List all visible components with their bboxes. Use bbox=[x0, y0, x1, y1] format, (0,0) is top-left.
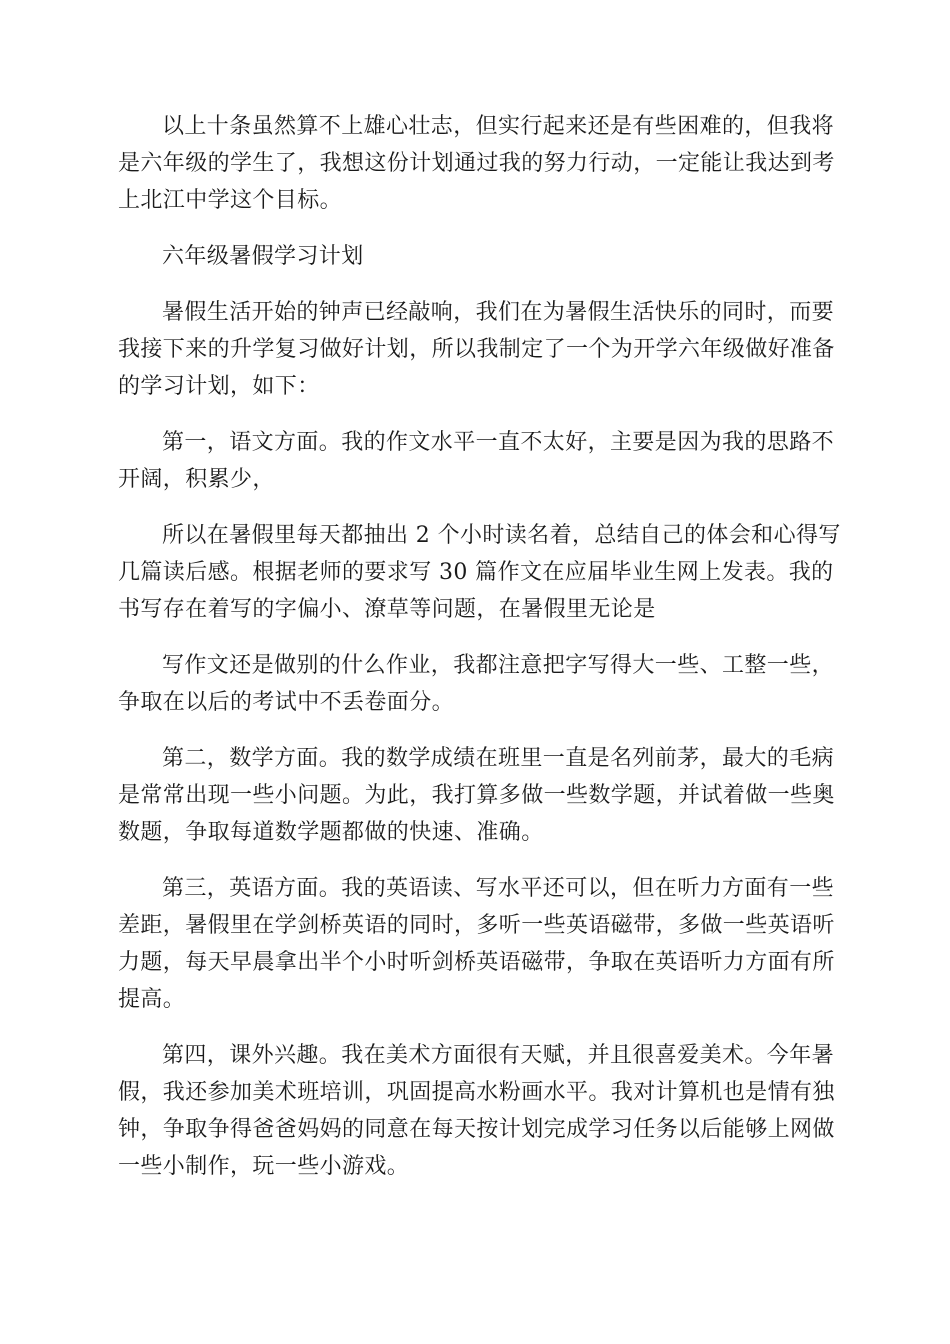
text-line: 力题，每天早晨拿出半个小时听剑桥英语磁带，争取在英语听力方面有所 bbox=[118, 950, 835, 975]
paragraph-math bbox=[118, 740, 835, 851]
text-line: 是六年级的学生了，我想这份计划通过我的努力行动，一定能让我达到考 bbox=[118, 151, 835, 176]
text-line: 上北江中学这个目标。 bbox=[118, 188, 343, 213]
text-line: 写作文还是做别的什么作业，我都注意把字写得大一些、工整一些， bbox=[162, 653, 835, 678]
paragraph-conclusion bbox=[118, 108, 835, 219]
paragraph-chinese bbox=[118, 424, 835, 498]
text-line: 第四，课外兴趣。我在美术方面很有天赋，并且很喜爱美术。今年暑 bbox=[162, 1043, 835, 1068]
title-line: 六年级暑假学习计划 bbox=[162, 244, 364, 269]
text-line: 争取在以后的考试中不丢卷面分。 bbox=[118, 690, 455, 715]
text-line: 的学习计划，如下： bbox=[118, 374, 320, 399]
paragraph-reading bbox=[118, 517, 841, 628]
text-line: 假，我还参加美术班培训，巩固提高水粉画水平。我对计算机也是情有独 bbox=[118, 1080, 835, 1105]
paragraph-interests bbox=[118, 1037, 835, 1185]
text-line: 以上十条虽然算不上雄心壮志，但实行起来还是有些困难的，但我将 bbox=[162, 114, 835, 139]
text-line: 开阔，积累少， bbox=[118, 467, 275, 492]
paragraph-intro bbox=[118, 294, 835, 405]
text-line: 数题，争取每道数学题都做的快速、准确。 bbox=[118, 820, 544, 845]
text-line: 暑假生活开始的钟声已经敲响，我们在为暑假生活快乐的同时，而要 bbox=[162, 300, 835, 325]
text-line: 第三，英语方面。我的英语读、写水平还可以，但在听力方面有一些 bbox=[162, 876, 835, 901]
text-line: 提高。 bbox=[118, 987, 186, 1012]
text-line: 第一，语文方面。我的作文水平一直不太好，主要是因为我的思路不 bbox=[162, 430, 835, 455]
text-line: 第二，数学方面。我的数学成绩在班里一直是名列前茅，最大的毛病 bbox=[162, 746, 835, 771]
text-line: 钟，争取争得爸爸妈妈的同意在每天按计划完成学习任务以后能够上网做 bbox=[118, 1117, 835, 1142]
document-page bbox=[118, 108, 841, 1204]
section-title bbox=[118, 238, 832, 275]
text-line: 是常常出现一些小问题。为此，我打算多做一些数学题，并试着做一些奥 bbox=[118, 783, 835, 808]
text-line: 差距，暑假里在学剑桥英语的同时，多听一些英语磁带，多做一些英语听 bbox=[118, 913, 835, 938]
text-line: 所以在暑假里每天都抽出 2 个小时读名着，总结自己的体会和心得写 bbox=[162, 523, 841, 548]
text-line: 一些小制作，玩一些小游戏。 bbox=[118, 1154, 410, 1179]
paragraph-handwriting bbox=[118, 647, 835, 721]
text-line: 几篇读后感。根据老师的要求写 30 篇作文在应届毕业生网上发表。我的 bbox=[118, 560, 834, 585]
text-line: 我接下来的升学复习做好计划，所以我制定了一个为开学六年级做好准备 bbox=[118, 337, 835, 362]
text-line: 书写存在着写的字偏小、潦草等问题，在暑假里无论是 bbox=[118, 597, 656, 622]
paragraph-english bbox=[118, 870, 835, 1018]
